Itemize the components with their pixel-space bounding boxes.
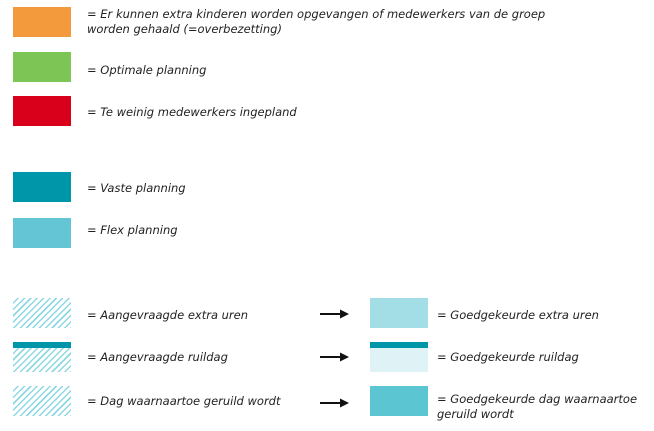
swatch-vaste-planning xyxy=(13,172,71,202)
swatch-optimale-planning xyxy=(13,52,71,82)
right-arrow-icon xyxy=(320,352,350,362)
legend-label-overbezetting: = Er kunnen extra kinderen worden opgevangen of medewerkers van de groep worden gehaald (=overbezetting) xyxy=(87,7,546,36)
legend-label-flex-planning: = Flex planning xyxy=(87,223,178,237)
legend-label-goedgekeurde-ruildag: = Goedgekeurde ruildag xyxy=(437,350,579,364)
swatch-aangevraagde-extra-uren xyxy=(13,298,71,328)
swatch-te-weinig-medewerkers xyxy=(13,96,71,126)
swatch-aangevraagde-ruildag xyxy=(13,342,71,372)
legend-label-goedgekeurde-dag-waarnaartoe: = Goedgekeurde dag waarnaartoe geruild wordt xyxy=(437,392,638,421)
swatch-goedgekeurde-ruildag xyxy=(370,342,428,372)
swatch-goedgekeurde-extra-uren xyxy=(370,298,428,328)
legend-label-aangevraagde-ruildag: = Aangevraagde ruildag xyxy=(87,350,228,364)
swatch-overbezetting xyxy=(13,7,71,37)
legend-label-aangevraagde-extra-uren: = Aangevraagde extra uren xyxy=(87,308,249,322)
swatch-dag-waarnaartoe-geruild xyxy=(13,386,71,416)
legend-label-dag-waarnaartoe-geruild: = Dag waarnaartoe geruild wordt xyxy=(87,394,281,408)
legend-label-te-weinig-medewerkers: = Te weinig medewerkers ingepland xyxy=(87,105,297,119)
legend-label-goedgekeurde-extra-uren: = Goedgekeurde extra uren xyxy=(437,308,599,322)
legend-label-vaste-planning: = Vaste planning xyxy=(87,181,186,195)
legend-label-optimale-planning: = Optimale planning xyxy=(87,63,207,77)
swatch-goedgekeurde-dag-waarnaartoe xyxy=(370,386,428,416)
swatch-flex-planning xyxy=(13,218,71,248)
right-arrow-icon xyxy=(320,398,350,408)
right-arrow-icon xyxy=(320,309,350,319)
